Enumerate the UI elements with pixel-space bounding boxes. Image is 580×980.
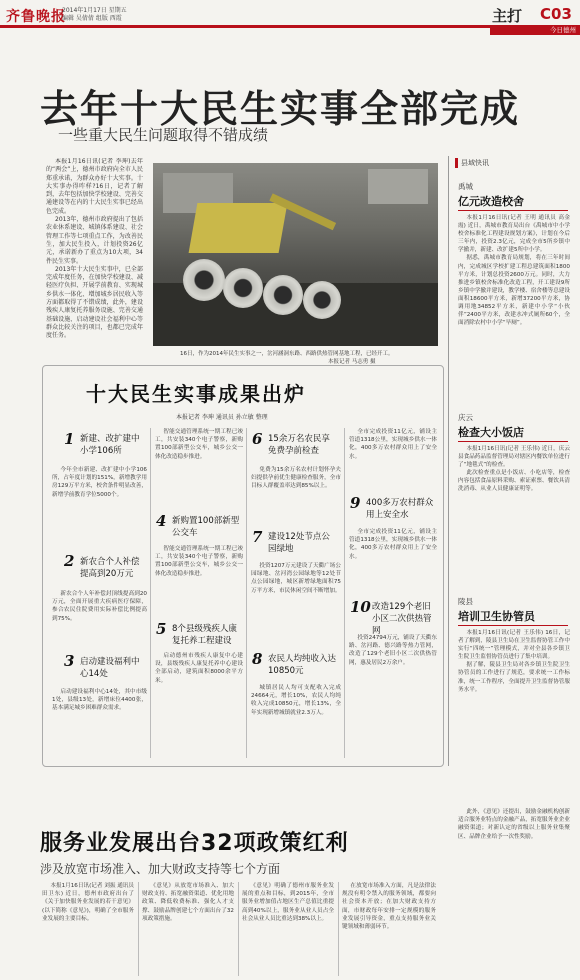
photo-pipe <box>263 275 303 315</box>
date-line: 2014年1月17日 星期五 <box>62 7 127 14</box>
column-divider <box>338 882 339 976</box>
item-title: 建设12处节点公园绿地 <box>268 532 330 554</box>
column-divider <box>138 882 139 976</box>
story-place: 禹城 <box>458 182 473 191</box>
results-headline: 十大民生实事成果出炉 <box>86 382 306 406</box>
photo-pipe <box>183 259 225 301</box>
item-number: 10 <box>350 598 371 616</box>
item-number: 4 <box>156 512 167 530</box>
item-body <box>155 428 243 508</box>
item-body <box>155 652 243 758</box>
item-paragraph: 智能交通管理系统一期工程已竣工，共安装340个电子警察，新购置100部新型公交车，城乡公交一体化改造稳步推进。 <box>155 429 243 460</box>
item-number: 1 <box>64 430 75 448</box>
story-paragraph: 此次检查重点是小饭店、小吃店等，检查内容包括食品原料采购、索证索票、餐饮具清洗消毒、从业人员健康证明等。 <box>458 470 570 493</box>
item-number: 7 <box>252 528 263 546</box>
section-name: 主打 <box>492 7 523 25</box>
item-title: 新建、改扩建中小学106所 <box>80 434 140 456</box>
service-paragraph: 《意见》明确了德州市服务业发展的重点和目标，到2015年，全市服务业增加值占地区生产总值比重提高到40%以上，服务业从业人员占全社会从业人员比重达到38%以上。 <box>242 883 334 922</box>
item-body <box>349 428 437 486</box>
photo-credit: 本报记者 马志勇 摄 <box>328 359 376 365</box>
service-paragraph: 在放宽市场准入方面，凡是法律法规没有明令禁入的服务领域，都要向社会资本开放；在加大财政支持方面，市财政每年安排一定规模的服务业发展引导资金，重点支持服务业关键领域和薄弱环节。 <box>342 883 436 931</box>
column-divider <box>238 882 239 976</box>
lead-photo <box>153 163 438 346</box>
page-code: C03 <box>540 5 572 23</box>
item-number: 5 <box>156 620 167 638</box>
sidebar-kicker: 县域快讯 <box>455 158 489 168</box>
column-divider <box>246 428 247 758</box>
item-paragraph: 投资24794万元，铺设了天衢东路、岔河路、德兴路等热力管网，改造了129个老旧小区二次供热管网，惠及居民2万余户。 <box>349 635 437 666</box>
story-body <box>458 214 570 404</box>
section-tab: 今日德州 <box>490 25 580 35</box>
item-paragraph: 城镇居民人均可支配收入完成24664元，增长10%，农民人均纯收入完成10850元，增长13%，全年实现新增城镇就业2.3万人。 <box>251 685 341 716</box>
service-paragraph: 此外，《意见》还提出，鼓励金融机构创新适合服务业特点的金融产品，拓宽服务业企业融资渠道；对新认定的省级以上服务业集聚区、品牌企业给予一次性奖励。 <box>458 809 570 840</box>
story-rule <box>458 441 568 442</box>
editor-line: 编辑 吴倩倩 组版 西霞 <box>62 15 122 22</box>
item-body <box>52 688 147 758</box>
item-body <box>52 466 147 546</box>
lead-paragraph: 2013年，德州市政府提出了包括农业休系建设、城镇体系建设、社会管理工作等七项重点工作，为改善民生，加大民生投入，计划投资26亿元，承诺新办了重点为10大项，34件民生实事。 <box>46 216 143 265</box>
results-byline: 本报记者 李珅 通讯员 孙立敏 整理 <box>176 414 268 421</box>
service-body <box>142 882 234 976</box>
item-title: 改造129个老旧小区二次供热管网 <box>372 602 432 636</box>
item-paragraph: 启动德州市残疾人康复中心建设，县级残疾人康复托养中心建设全部启动，建筑面积8000余平方米。 <box>155 653 243 684</box>
service-paragraph: 《意见》从放宽市场准入、加大财政支持、拓宽融资渠道、优化用地政策、降低收费标准、强化人才支撑、鼓励品牌创建七个方面出台了32项政策措施。 <box>142 883 234 922</box>
photo-caption: 16日，作为2014年民生实事之一，岔河涵洞东路、西路供热管网基地工程，已经开工。 <box>180 351 394 357</box>
item-body <box>251 684 341 758</box>
item-paragraph: 全市完成投资11亿元，铺设主管道1318公里，实现城乡供水一体化，400多万农村群众用上了安全水。 <box>349 429 437 460</box>
photo-building <box>368 169 428 204</box>
story-paragraph: 本报1月16日讯(记者 王乐伟) 16日，记者了解到，陵县卫生局在卫生监督协管工作中实行“四统一”管理模式，并对全县各乡镇卫生院卫生监督协管员进行了集中培训。 <box>458 630 570 661</box>
story-title: 培训卫生协管员 <box>458 610 535 623</box>
item-paragraph: 智能交通管理系统一期工程已竣工，共安装340个电子警察，新购置100部新型公交车，城乡公交一体化改造稳步推进。 <box>155 546 243 577</box>
service-body <box>42 882 134 976</box>
item-title: 新购置100部新型公交车 <box>172 516 240 538</box>
item-paragraph: 免费为15余万名农村计划怀孕夫妇提供孕前优生健康检查服务，全市目标人群覆盖率达到85%以上。 <box>251 467 341 490</box>
service-body <box>342 882 436 976</box>
item-number: 8 <box>252 650 263 668</box>
lead-paragraph: 2013年十大民生实事中，已全部完成年度任务，在加快学校建设、减轻医疗负担、开展学前教育、实现城乡供水一体化、增加城乡居民收入等方面都取得了不错成绩，此外，建设残疾人康复托养服务设施、完善交通基础设施、启动建设社会福利中心等群众比较关注的项目，也都已完成年度任务。 <box>46 265 143 340</box>
item-paragraph: 新农合个人年补偿封顶线提高到20万元，全面开展重大疾病医疗保障，参合农民住院费用实际补偿比例提高到75%。 <box>52 591 147 622</box>
lead-headline: 去年十大民生实事全部完成 <box>40 86 521 131</box>
service-body <box>458 808 570 976</box>
item-body <box>349 528 437 590</box>
story-title: 亿元改造校舍 <box>458 195 524 208</box>
item-body <box>349 634 437 758</box>
sidebar-divider <box>448 156 449 766</box>
masthead <box>0 0 580 34</box>
item-number: 2 <box>64 552 75 570</box>
item-title: 15余万名农民享免费孕前检查 <box>268 434 330 456</box>
item-title: 400多万农村群众用上安全水 <box>366 498 434 520</box>
item-body <box>52 590 147 650</box>
service-paragraph: 本报1月16日讯(记者 刘振 通讯员 田卫东) 近日，德州市政府出台了《关于加快服务业发展的若干意见》(以下简称《意见》)，明确了全市服务业发展的主要目标。 <box>42 883 134 922</box>
story-place: 陵县 <box>458 597 473 606</box>
item-paragraph: 全市完成投资11亿元，铺设主管道1318公里，实现城乡供水一体化，400多万农村群众用上了安全水。 <box>349 529 437 560</box>
story-place: 庆云 <box>458 413 473 422</box>
story-body <box>458 445 570 590</box>
story-paragraph: 本报1月16日讯(记者 王乐伟) 近日，庆云县食品药品监督管理局对辖区内餐饮单位进行了“地毯式”的检查。 <box>458 446 570 469</box>
item-number: 9 <box>350 494 361 512</box>
item-body <box>155 545 243 617</box>
service-headline: 服务业发展出台32项政策红利 <box>40 831 349 856</box>
photo-pipe <box>303 281 341 319</box>
service-body <box>242 882 334 976</box>
lead-body <box>46 158 143 358</box>
story-title: 检查大小饭店 <box>458 426 524 439</box>
service-subhead: 涉及放宽市场准入、加大财政支持等七个方面 <box>40 862 281 876</box>
story-rule <box>458 210 568 211</box>
item-number: 3 <box>64 652 75 670</box>
story-paragraph: 据了解，陵县卫生局对各乡镇卫生院卫生协管员的工作进行了规范，要求统一工作标准，统一工作程序，全面提升卫生监督协管服务水平。 <box>458 662 570 693</box>
item-body <box>251 466 341 526</box>
item-title: 农民人均纯收入达10850元 <box>268 654 337 676</box>
story-body <box>458 629 570 804</box>
item-body <box>251 562 341 642</box>
item-paragraph: 今年全市新建、改扩建中小学106所，占年度计划的151%，新增教学用房129万平方米，校舍条件明显改善，新增学前教育学位5000个。 <box>52 467 147 498</box>
column-divider <box>150 428 151 758</box>
item-title: 8个县级残疾人康复托养工程建设 <box>172 624 237 646</box>
lead-paragraph: 本报1月16日讯(记者 李珅)去年的“两会”上，德州市政府向全市人民郑重承诺，为群众办好十大实事。十大实事办得咋样?16日，记者了解到，去年包括加快学校建设、完善交通建设等在内的十大民生实事已经出色完成。 <box>46 158 143 215</box>
photo-pipe <box>223 268 263 308</box>
story-paragraph: 本报1月16日讯(记者 王明 通讯员 高金霞) 近日，禹城市教育局出台《禹城市中小学校舍标准化工程建设规划方案》，计划在今后三年内，投资2.3亿元，完成全市5所乡镇中学撤并，新建、改扩建5所中小学。 <box>458 215 570 254</box>
item-paragraph: 投资1207万元建设了天衢广场公园绿地、岔河湾公园绿地等12处节点公园绿地，城区新增绿地面积75万平方米，市民休闲空间不断增加。 <box>251 563 341 594</box>
lead-subhead: 一些重大民生问题取得不错成绩 <box>58 126 269 144</box>
column-divider <box>344 428 345 758</box>
photo-excavator <box>189 203 288 253</box>
item-number: 6 <box>252 430 263 448</box>
item-title: 启动建设福利中心14处 <box>80 657 140 679</box>
item-title: 新农合个人补偿提高到20万元 <box>80 557 140 579</box>
story-paragraph: 据悉，禹城市教育局规划，将在三年时间内，完成城区学校扩建工程总建筑面积1800平方米，计划总投资2600万元。同时，大力推进乡镇校舍标准化改造工程，开工建设9所乡镇中学撤并建设，教学楼、宿舍楼等总建设面积18600平方米，新增37200平方米，协调用地34852平方米，新建中小学“小伙伴”2400平方米，改建水冲式厕所60个，全面消除农村中小学“旱厕”。 <box>458 255 570 327</box>
story-rule <box>458 625 568 626</box>
newspaper-logo: 齐鲁晚报 <box>6 9 66 25</box>
item-paragraph: 启动建设福利中心14处，其中市级1处，县级13处，新增床位4400张，基本满足城乡困难群众需求。 <box>52 689 147 712</box>
